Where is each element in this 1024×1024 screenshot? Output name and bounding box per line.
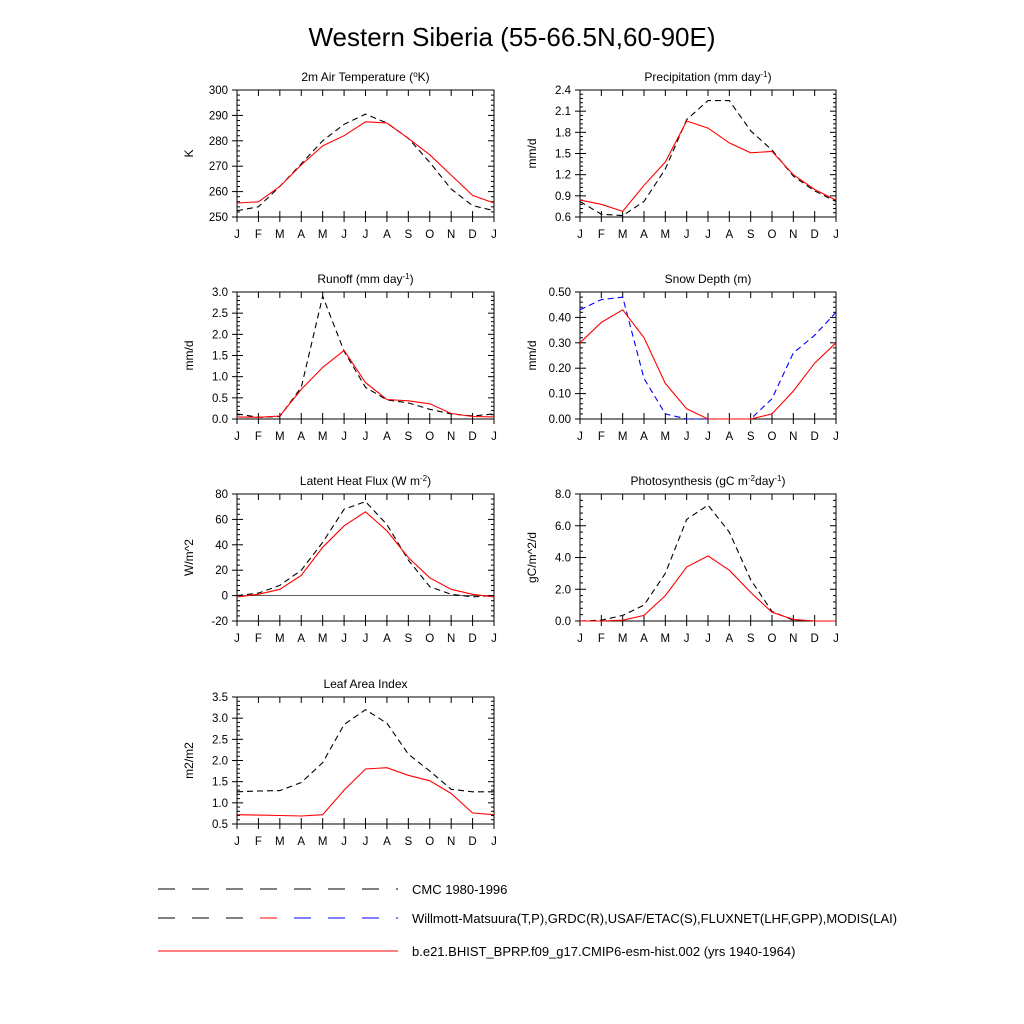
x-tick-label: O	[425, 836, 435, 848]
y-axis-label: m2/m2	[182, 742, 196, 779]
series-line-model-1	[237, 350, 494, 417]
series-line-obs-0	[237, 114, 494, 211]
x-tick-label: F	[597, 431, 605, 443]
series-line-model-1	[580, 556, 836, 621]
y-tick-label: 2.5	[212, 308, 228, 321]
panel-title: Latent Heat Flux (W $m^{-2}$)	[299, 473, 432, 488]
y-tick-label: 1.5	[555, 148, 571, 161]
y-tick-label: 0.40	[548, 312, 571, 325]
x-tick-label: J	[705, 633, 711, 645]
series-line-model-1	[237, 768, 494, 816]
y-tick-label: 2.0	[555, 584, 571, 597]
y-axis-label: gC/m^2/d	[525, 532, 539, 583]
x-tick-label: N	[447, 431, 456, 443]
x-tick-label: A	[640, 633, 648, 645]
series-line-obs-0	[237, 502, 494, 597]
x-tick-label: A	[383, 431, 391, 443]
panel-title: Leaf Area Index	[323, 677, 408, 691]
y-axis-label: mm/d	[525, 340, 539, 371]
x-tick-label: J	[491, 633, 497, 645]
x-tick-label: J	[491, 229, 497, 241]
y-tick-label: 0.5	[212, 819, 228, 831]
panel-lai	[182, 677, 497, 848]
x-tick-label: J	[234, 229, 240, 241]
x-tick-label: J	[705, 431, 711, 443]
x-tick-label: N	[789, 229, 798, 241]
x-tick-label: M	[660, 229, 671, 241]
x-tick-label: O	[767, 633, 777, 645]
x-tick-label: J	[362, 229, 369, 241]
x-tick-label: A	[725, 229, 734, 241]
y-tick-label: 1.5	[212, 776, 228, 789]
x-tick-label: A	[297, 229, 306, 241]
y-tick-label: 1.0	[212, 371, 228, 384]
x-tick-label: A	[297, 836, 306, 848]
y-tick-label: 0	[221, 590, 228, 603]
x-tick-label: O	[425, 229, 435, 241]
x-tick-label: A	[383, 836, 391, 848]
plot-frame	[580, 292, 836, 419]
x-tick-label: J	[234, 836, 240, 848]
y-tick-label: 2.5	[212, 734, 228, 747]
y-tick-label: 6.0	[555, 520, 571, 533]
panel-title: Runoff (mm day$^{-1}$)	[317, 271, 414, 286]
x-tick-label: D	[810, 633, 819, 645]
x-tick-label: O	[767, 431, 777, 443]
x-tick-label: J	[341, 431, 347, 443]
x-tick-label: J	[362, 633, 369, 645]
legend-label: CMC 1980-1996	[412, 882, 508, 897]
x-tick-label: A	[725, 633, 734, 645]
legend-label: Willmott-Matsuura(T,P),GRDC(R),USAF/ETAC(S),FLUXNET(LHF,GPP),MODIS(LAI)	[412, 911, 898, 926]
legend-label: b.e21.BHIST_BPRP.f09_g17.CMIP6-esm-hist.002 (yrs 1940-1964)	[412, 944, 796, 959]
y-tick-label: 40	[215, 539, 228, 552]
y-axis-label: W/m^2	[182, 539, 196, 576]
x-tick-label: J	[362, 836, 369, 848]
x-tick-label: S	[746, 431, 755, 443]
y-tick-label: 20	[215, 565, 228, 578]
x-tick-label: A	[383, 229, 391, 241]
x-tick-label: F	[597, 633, 605, 645]
y-tick-label: 3.0	[212, 287, 228, 299]
y-tick-label: 1.8	[555, 127, 571, 140]
x-tick-label: J	[833, 431, 839, 443]
legend	[158, 882, 897, 959]
series-line-model-2	[580, 310, 836, 419]
panel-temp	[182, 70, 497, 242]
x-tick-label: J	[577, 229, 583, 241]
y-tick-label: 3.0	[212, 713, 228, 726]
series-line-model-1	[580, 121, 836, 211]
x-tick-label: M	[317, 229, 328, 241]
x-tick-label: F	[254, 431, 262, 443]
x-tick-label: F	[597, 229, 605, 241]
x-tick-label: D	[468, 229, 477, 241]
y-tick-label: 280	[208, 135, 228, 148]
y-tick-label: 0.10	[548, 388, 571, 401]
plot-frame	[237, 292, 494, 419]
x-tick-label: M	[617, 633, 628, 645]
x-tick-label: J	[833, 229, 839, 241]
panel-precip	[525, 70, 839, 242]
x-tick-label: M	[617, 431, 628, 443]
y-tick-label: 0.6	[555, 212, 571, 224]
panel-lhf	[182, 474, 497, 646]
y-tick-label: 0.30	[548, 337, 571, 350]
x-tick-label: S	[404, 633, 413, 645]
y-tick-label: 4.0	[555, 552, 571, 565]
y-tick-label: 3.5	[212, 692, 228, 704]
panel-gpp	[525, 474, 839, 646]
y-tick-label: 0.20	[548, 363, 571, 376]
x-tick-label: O	[425, 633, 435, 645]
x-tick-label: M	[275, 633, 285, 645]
panels	[182, 70, 839, 849]
y-tick-label: 2.4	[555, 85, 571, 97]
plot-frame	[580, 494, 836, 621]
x-tick-label: J	[341, 229, 347, 241]
panel-title: Snow Depth (m)	[664, 272, 752, 286]
x-tick-label: M	[660, 633, 671, 645]
x-tick-label: M	[275, 431, 285, 443]
x-tick-label: N	[447, 229, 456, 241]
legend-item	[158, 911, 897, 926]
x-tick-label: J	[683, 431, 690, 443]
panel-snow	[525, 272, 839, 443]
x-tick-label: J	[705, 229, 711, 241]
x-tick-label: F	[254, 229, 262, 241]
x-tick-label: D	[468, 633, 477, 645]
panel-title: 2m Air Temperature ($^o$K)	[301, 69, 430, 84]
x-tick-label: D	[810, 431, 819, 443]
legend-item	[158, 882, 507, 897]
x-tick-label: J	[833, 633, 839, 645]
y-tick-label: 1.2	[555, 169, 571, 182]
x-tick-label: O	[767, 229, 777, 241]
x-tick-label: S	[404, 229, 413, 241]
x-tick-label: J	[234, 431, 240, 443]
x-tick-label: M	[275, 836, 285, 848]
x-tick-label: J	[341, 633, 347, 645]
y-tick-label: 250	[208, 212, 228, 224]
panel-title: Photosynthesis (gC $m^{-2}day^{-1}$)	[630, 473, 786, 488]
x-tick-label: N	[447, 633, 456, 645]
x-tick-label: J	[683, 633, 690, 645]
x-tick-label: J	[491, 431, 497, 443]
x-tick-label: S	[404, 431, 413, 443]
y-tick-label: 0.50	[548, 287, 571, 299]
x-tick-label: A	[725, 431, 734, 443]
x-tick-label: D	[468, 431, 477, 443]
x-tick-label: M	[317, 836, 328, 848]
series-line-obs-0	[580, 505, 836, 621]
y-tick-label: 300	[208, 85, 228, 97]
x-tick-label: D	[810, 229, 819, 241]
x-tick-label: M	[317, 633, 328, 645]
y-tick-label: 0.0	[212, 414, 228, 426]
x-tick-label: J	[362, 431, 369, 443]
y-axis-label: mm/d	[182, 340, 196, 371]
y-tick-label: 1.0	[212, 797, 228, 810]
x-tick-label: A	[297, 633, 306, 645]
panel-title: Precipitation (mm day$^{-1}$)	[644, 69, 772, 84]
y-tick-label: 290	[208, 110, 228, 123]
x-tick-label: F	[254, 836, 262, 848]
figure-title: Western Siberia (55-66.5N,60-90E)	[308, 22, 716, 52]
y-tick-label: 0.0	[555, 616, 571, 628]
x-tick-label: J	[234, 633, 240, 645]
plot-frame	[580, 90, 836, 217]
x-tick-label: M	[317, 431, 328, 443]
x-tick-label: A	[297, 431, 306, 443]
y-axis-label: mm/d	[525, 138, 539, 169]
y-tick-label: 2.1	[555, 106, 571, 119]
legend-item	[158, 944, 795, 959]
y-tick-label: 0.00	[548, 414, 571, 426]
series-line-obs-0	[237, 710, 494, 792]
y-tick-label: 270	[208, 161, 228, 174]
y-tick-label: 1.5	[212, 350, 228, 363]
x-tick-label: J	[491, 836, 497, 848]
x-tick-label: M	[275, 229, 285, 241]
x-tick-label: N	[789, 431, 798, 443]
y-tick-label: 260	[208, 186, 228, 199]
x-tick-label: J	[577, 431, 583, 443]
series-line-obs-0	[580, 101, 836, 216]
x-tick-label: M	[660, 431, 671, 443]
y-tick-label: 2.0	[212, 755, 228, 768]
x-tick-label: N	[447, 836, 456, 848]
y-tick-label: 8.0	[555, 489, 571, 501]
plot-frame	[237, 494, 494, 621]
x-tick-label: J	[683, 229, 690, 241]
x-tick-label: M	[617, 229, 628, 241]
x-tick-label: S	[746, 633, 755, 645]
x-tick-label: J	[341, 836, 347, 848]
y-tick-label: 0.5	[212, 392, 228, 405]
x-tick-label: A	[640, 431, 648, 443]
plot-frame	[237, 90, 494, 217]
x-tick-label: S	[404, 836, 413, 848]
series-line-obs-0	[237, 296, 494, 417]
x-tick-label: A	[383, 633, 391, 645]
panel-runoff	[182, 272, 497, 444]
y-tick-label: 2.0	[212, 329, 228, 342]
series-line-model-1	[237, 512, 494, 597]
plot-frame	[237, 697, 494, 824]
y-tick-label: 0.9	[555, 190, 571, 203]
y-tick-label: 80	[215, 489, 228, 501]
x-tick-label: F	[254, 633, 262, 645]
x-tick-label: J	[577, 633, 583, 645]
y-tick-label: -20	[211, 616, 228, 628]
x-tick-label: S	[746, 229, 755, 241]
x-tick-label: D	[468, 836, 477, 848]
series-line-obs-1	[580, 297, 836, 419]
x-tick-label: A	[640, 229, 648, 241]
x-tick-label: N	[789, 633, 798, 645]
x-tick-label: O	[425, 431, 435, 443]
y-axis-label: K	[182, 149, 196, 158]
y-tick-label: 60	[215, 514, 228, 527]
